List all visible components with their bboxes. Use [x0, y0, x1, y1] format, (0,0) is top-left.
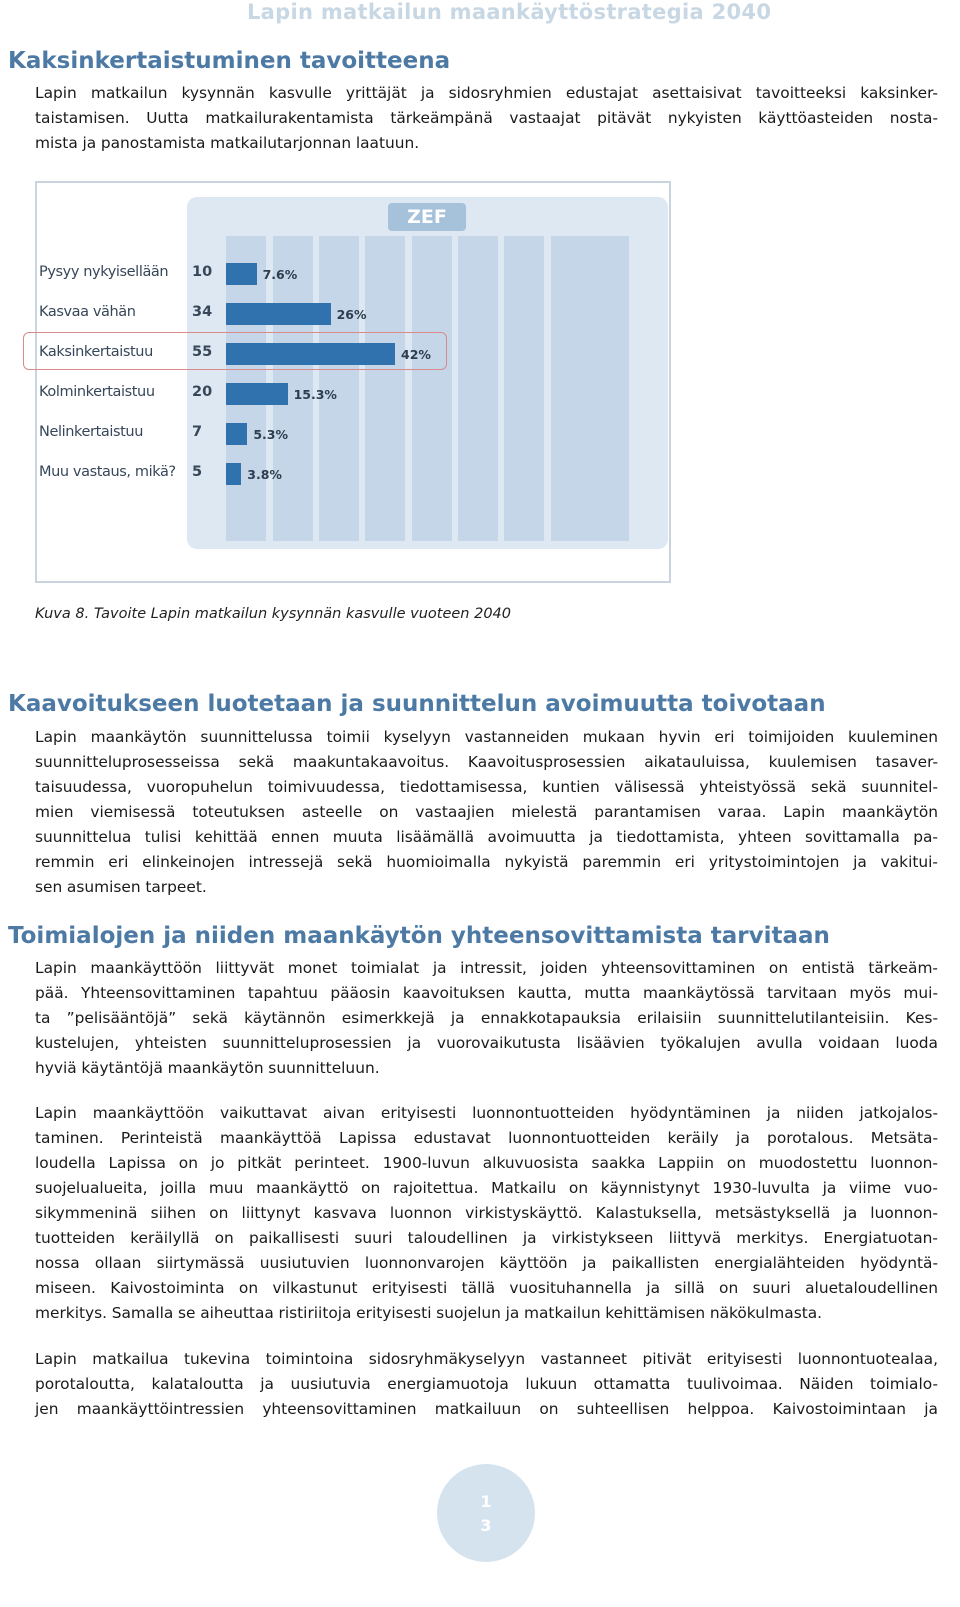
text-line: sikymmeninä siihen on liittynyt kasvava luonnon virkistyskäyttö. Kalastuksella, metsästyksellä ja luonnon- — [35, 1204, 938, 1222]
chart-grid-column — [412, 236, 452, 541]
chart-grid-column — [591, 236, 629, 541]
text-line: porotaloutta, kalataloutta ja uusiutuvia energiamuotoja lukuun ottamatta tuulivoimaa. Näiden toimialo- — [35, 1375, 938, 1393]
count-label: 10 — [192, 264, 213, 280]
text-line: taminen. Perinteistä maankäyttöä Lapissa edustavat luonnontuotteiden keräily ja porotalous. Metsäta- — [35, 1129, 938, 1147]
text-line: hyviä käytäntöjä maankäytön suunnitteluun. — [35, 1059, 380, 1077]
chart-grid-column — [458, 236, 498, 541]
value-label: 26% — [336, 307, 367, 322]
text-line: jen maankäyttöintressien yhteensovittaminen matkailuun on suhteellisen helppoa. Kaivostoimintaan ja — [35, 1400, 938, 1418]
zef-logo: ZEF — [388, 203, 466, 231]
value-label: 15.3% — [293, 387, 337, 402]
text-line: nossa ollaan siirtymässä uusiutuvien luonnonvarojen käyttöön ja paikallisten energialähteiden hyödyntä- — [35, 1254, 938, 1272]
section-title-zoning: Kaavoitukseen luotetaan ja suunnittelun avoimuutta toivotaan — [8, 691, 826, 717]
count-label: 34 — [192, 304, 213, 320]
bar — [226, 383, 288, 405]
bar — [226, 303, 331, 325]
page-number-badge — [437, 1464, 535, 1562]
text-line: Lapin maankäytön suunnittelussa toimii kyselyyn vastanneiden mukaan hyvin eri toimijoiden kuuleminen — [35, 728, 938, 746]
count-label: 20 — [192, 384, 213, 400]
section-title-industries: Toimialojen ja niiden maankäytön yhteensovittamista tarvitaan — [8, 923, 830, 949]
chart-grid-column — [504, 236, 544, 541]
count-label: 55 — [192, 344, 213, 360]
running-header: Lapin matkailun maankäyttöstrategia 2040 — [247, 0, 772, 24]
value-label: 42% — [401, 347, 431, 362]
section-title-doubling: Kaksinkertaistuminen tavoitteena — [8, 48, 451, 74]
category-label: Nelinkertaistuu — [39, 424, 143, 440]
text-line: Lapin matkailun kysynnän kasvulle yrittäjät ja sidosryhmien edustajat asettaisivat tavoitteeksi kaksinker- — [35, 84, 938, 102]
text-line: mista ja panostamista matkailutarjonnan laatuun. — [35, 134, 420, 152]
bar — [226, 263, 257, 285]
page-number-digit: 1 — [480, 1492, 492, 1511]
text-line: ta ”pelisääntöjä” sekä käytännön esimerkkejä ja ennakkotapauksia erilaisiin suunnittelutilanteisiin. Kes- — [35, 1009, 938, 1027]
text-line: Lapin maankäyttöön vaikuttavat aivan erityisesti luonnontuotteiden hyödyntäminen ja niiden jatkojalos- — [35, 1104, 938, 1122]
bar — [226, 423, 247, 445]
text-line: tuotteiden keräilyllä on paikallisesti suuri taloudellinen ja virkistykseen liittyvä merkitys. Energiatuotan- — [35, 1229, 938, 1247]
figure-caption: Kuva 8. Tavoite Lapin matkailun kysynnän kasvulle vuoteen 2040 — [35, 606, 512, 622]
text-line: merkitys. Samalla se aiheuttaa ristiriitoja erityisesti suojelun ja matkailun kehittämisen näkökulmasta. — [35, 1304, 823, 1322]
text-line: taisuudessa, vuoropuhelun toimivuudessa, tiedottamisessa, kuntien välisessä yhteistyössä sekä suunnitel- — [35, 778, 938, 796]
chart-grid-column — [551, 236, 591, 541]
category-label: Kaksinkertaistuu — [39, 344, 153, 360]
text-line: mien viemisessä toteutuksen asteelle on vastaajien mielestä parantamisen varaa. Lapin maankäytön — [35, 803, 938, 821]
count-label: 5 — [192, 464, 203, 480]
text-line: Lapin matkailua tukevina toimintoina sidosryhmäkyselyyn vastanneet pitivät erityisesti luonnontuotealaa, — [35, 1350, 938, 1368]
count-label: 7 — [192, 424, 203, 440]
chart-grid-column — [365, 236, 405, 541]
text-line: kustelujen, yhteisten suunnitteluprosessien ja vuorovaikutusta lisäävien työkalujen avulla voidaan luoda — [35, 1034, 938, 1052]
text-line: suunnittelua tulisi kehittää ennen muuta lisäämällä avoimuutta ja tiedottamista, yhteen sovittamalla pa- — [35, 828, 938, 846]
category-label: Muu vastaus, mikä? — [39, 464, 176, 480]
text-line: loudella Lapissa on jo pitkät perinteet. 1900-luvun alkuvuosista saakka Lappiin on muodostettu luonnon- — [35, 1154, 938, 1172]
text-line: miseen. Kaivostoiminta on vilkastunut erityisesti tällä vuosituhannella ja sillä on suuri aluetaloudellinen — [35, 1279, 938, 1297]
page-number-digit: 3 — [480, 1516, 492, 1535]
text-line: pää. Yhteensovittaminen tapahtuu pääosin kaavoituksen kautta, mutta maankäytössä tarvitaan myös mui- — [35, 984, 938, 1002]
text-line: sen asumisen tarpeet. — [35, 878, 207, 896]
bar — [226, 463, 241, 485]
category-label: Pysyy nykyisellään — [39, 264, 169, 280]
value-label: 7.6% — [262, 267, 298, 282]
bar — [226, 343, 395, 365]
text-line: Lapin maankäyttöön liittyvät monet toimialat ja intressit, joiden yhteensovittaminen on entistä tärkeäm- — [35, 959, 938, 977]
value-label: 3.8% — [247, 467, 282, 482]
value-label: 5.3% — [253, 427, 288, 442]
text-line: suunnitteluprosesseissa sekä maakuntakaavoitus. Kaavoitusprosessien aikatauluissa, kuulemisen tasaver- — [35, 753, 938, 771]
category-label: Kolminkertaistuu — [39, 384, 155, 400]
text-line: taistamisen. Uutta matkailurakentamista tärkeämpänä vastaajat pitävät nykyisten käyttöasteiden nosta- — [35, 109, 938, 127]
category-label: Kasvaa vähän — [39, 304, 136, 320]
text-line: suojelualueita, joilla muu maankäyttö on rajoitettua. Matkailu on käynnistynyt 1930-luvulta ja viime vuo- — [35, 1179, 938, 1197]
text-line: remmin eri elinkeinojen intressejä sekä huomioimalla nykyistä paremmin eri yritystoimintojen ja vakitui- — [35, 853, 938, 871]
